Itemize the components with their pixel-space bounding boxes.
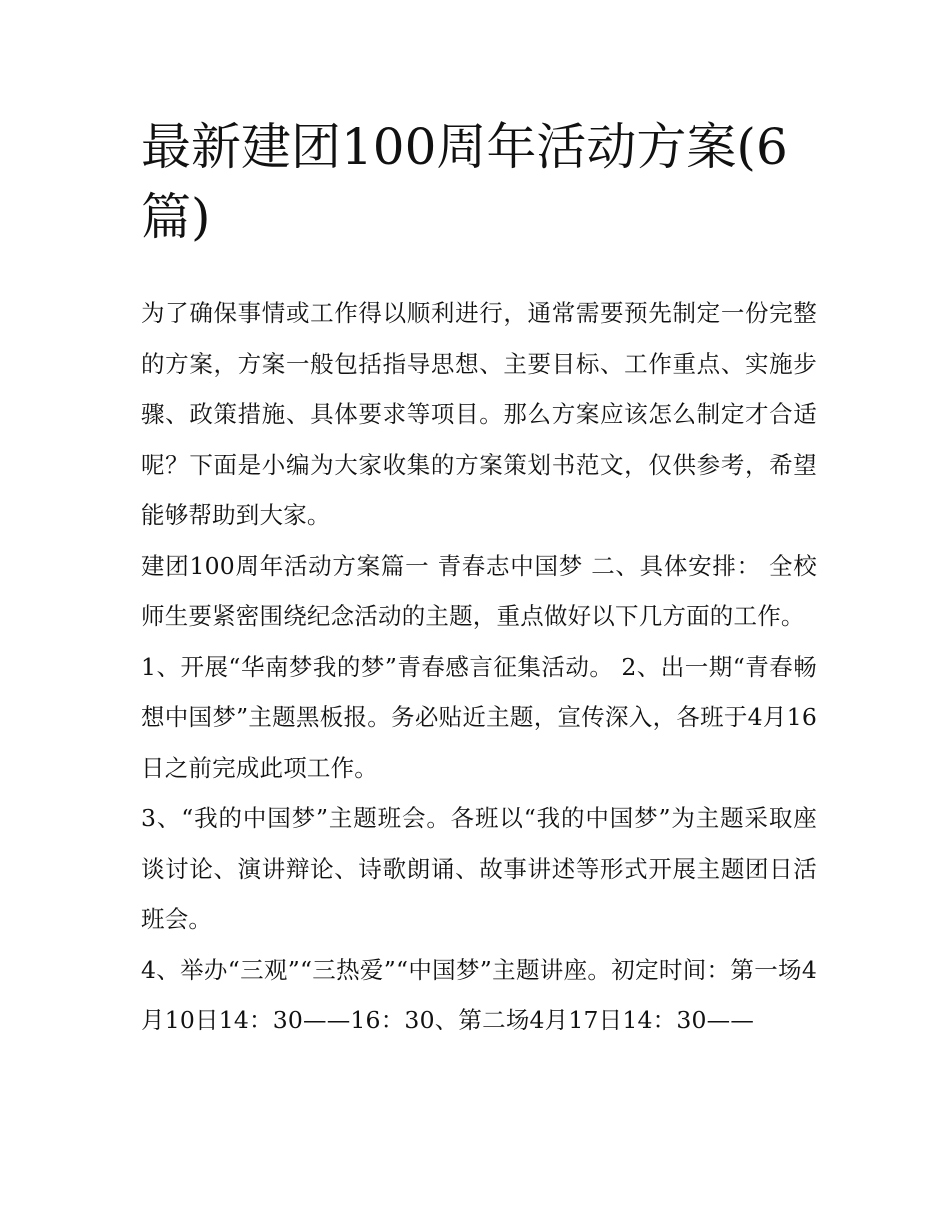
document-page [141,112,817,1046]
document-title: 最新建团100周年活动方案(6篇) [141,118,788,246]
paragraph-item-4: 4、举办“三观”“三热爱”“中国梦”主题讲座。初定时间：第一场4月10日14：30——16：30、第二场4月17日14：30—— [141,955,817,1034]
paragraph-intro: 为了确保事情或工作得以顺利进行，通常需要预先制定一份完整的方案，方案一般包括指导思想、主要目标、工作重点、实施步骤、政策措施、具体要求等项目。那么方案应该怎么制定才合适呢？下面是小编为大家收集的方案策划书范文，仅供参考，希望能够帮助到大家。 [141,299,817,529]
document-body [141,288,817,1046]
paragraph-plan-one: 建团100周年活动方案篇一 青春志中国梦 二、具体安排： 全校师生要紧密围绕纪念活动的主题，重点做好以下几方面的工作。 [141,551,817,630]
paragraph-item-3: 3、“我的中国梦”主题班会。各班以“我的中国梦”为主题采取座谈讨论、演讲辩论、诗歌朗诵、故事讲述等形式开展主题团日活班会。 [141,804,817,933]
paragraph-items-1-2: 1、开展“华南梦我的梦”青春感言征集活动。 2、出一期“青春畅想中国梦”主题黑板报。务必贴近主题，宣传深入，各班于4月16日之前完成此项工作。 [141,652,817,782]
